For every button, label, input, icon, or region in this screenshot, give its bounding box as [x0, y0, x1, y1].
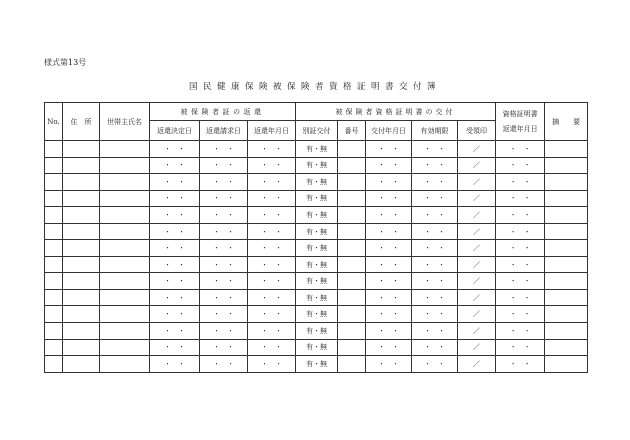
cell-cert-return-date: ・ ・	[496, 223, 545, 240]
cell-no	[45, 273, 63, 290]
cell-cert-number	[338, 289, 366, 306]
cell-return-decision-date: ・ ・	[150, 356, 200, 373]
col-householder: 世帯主氏名	[100, 103, 150, 141]
cell-issue-date: ・ ・	[366, 207, 412, 224]
cell-return-decision-date: ・ ・	[150, 157, 200, 174]
cell-return-request-date: ・ ・	[200, 339, 248, 356]
cell-return-date: ・ ・	[248, 157, 296, 174]
cell-expiry-date: ・ ・	[412, 157, 458, 174]
cell-no	[45, 141, 63, 158]
cell-separate-issue: 有・無	[296, 141, 338, 158]
cell-cert-return-date: ・ ・	[496, 207, 545, 224]
cell-householder	[100, 157, 150, 174]
cell-no	[45, 289, 63, 306]
cell-receipt-seal: ／	[458, 141, 496, 158]
cell-return-decision-date: ・ ・	[150, 207, 200, 224]
cell-return-date: ・ ・	[248, 223, 296, 240]
cell-return-request-date: ・ ・	[200, 289, 248, 306]
cell-separate-issue: 有・無	[296, 190, 338, 207]
col-remarks: 摘 要	[545, 103, 588, 141]
cell-cert-return-date: ・ ・	[496, 323, 545, 340]
cell-no	[45, 306, 63, 323]
cell-householder	[100, 174, 150, 191]
cell-expiry-date: ・ ・	[412, 174, 458, 191]
col-cert-return-line1: 資格証明書	[502, 110, 538, 118]
col-issue-date: 交付年月日	[366, 121, 412, 141]
cell-householder	[100, 323, 150, 340]
cell-return-decision-date: ・ ・	[150, 174, 200, 191]
cell-address	[63, 240, 100, 257]
cell-return-request-date: ・ ・	[200, 273, 248, 290]
cell-issue-date: ・ ・	[366, 240, 412, 257]
cell-receipt-seal: ／	[458, 174, 496, 191]
cell-no	[45, 207, 63, 224]
cell-householder	[100, 207, 150, 224]
cell-receipt-seal: ／	[458, 323, 496, 340]
cell-cert-number	[338, 190, 366, 207]
cell-return-date: ・ ・	[248, 190, 296, 207]
cell-return-date: ・ ・	[248, 207, 296, 224]
cell-cert-return-date: ・ ・	[496, 273, 545, 290]
cell-address	[63, 289, 100, 306]
table-row	[45, 240, 588, 257]
cell-remarks	[545, 339, 588, 356]
page-title: 国民健康保険被保険者資格証明書交付簿	[188, 82, 441, 92]
cell-return-decision-date: ・ ・	[150, 256, 200, 273]
cell-return-decision-date: ・ ・	[150, 323, 200, 340]
cell-receipt-seal: ／	[458, 306, 496, 323]
cell-remarks	[545, 256, 588, 273]
cell-expiry-date: ・ ・	[412, 240, 458, 257]
cell-expiry-date: ・ ・	[412, 356, 458, 373]
cell-return-date: ・ ・	[248, 174, 296, 191]
col-expiry-date: 有効期限	[412, 121, 458, 141]
cell-remarks	[545, 356, 588, 373]
cell-separate-issue: 有・無	[296, 323, 338, 340]
cell-expiry-date: ・ ・	[412, 273, 458, 290]
col-no: No.	[45, 103, 63, 141]
table-row	[45, 141, 588, 158]
cell-no	[45, 339, 63, 356]
cell-separate-issue: 有・無	[296, 289, 338, 306]
table-row	[45, 273, 588, 290]
cell-receipt-seal: ／	[458, 190, 496, 207]
cell-remarks	[545, 190, 588, 207]
table-row	[45, 323, 588, 340]
form-number: 様式第13号	[44, 58, 87, 67]
cell-separate-issue: 有・無	[296, 157, 338, 174]
cell-remarks	[545, 240, 588, 257]
cell-separate-issue: 有・無	[296, 256, 338, 273]
cell-householder	[100, 190, 150, 207]
cell-return-decision-date: ・ ・	[150, 289, 200, 306]
cell-receipt-seal: ／	[458, 289, 496, 306]
cell-cert-number	[338, 306, 366, 323]
table-row	[45, 190, 588, 207]
cell-expiry-date: ・ ・	[412, 207, 458, 224]
cell-return-date: ・ ・	[248, 339, 296, 356]
cell-issue-date: ・ ・	[366, 141, 412, 158]
cell-cert-number	[338, 223, 366, 240]
cell-cert-return-date: ・ ・	[496, 174, 545, 191]
col-address: 住 所	[63, 103, 100, 141]
cell-receipt-seal: ／	[458, 223, 496, 240]
cell-address	[63, 356, 100, 373]
cell-expiry-date: ・ ・	[412, 323, 458, 340]
cell-no	[45, 240, 63, 257]
cell-cert-return-date: ・ ・	[496, 157, 545, 174]
table-row	[45, 289, 588, 306]
cell-return-decision-date: ・ ・	[150, 273, 200, 290]
cell-separate-issue: 有・無	[296, 273, 338, 290]
cell-issue-date: ・ ・	[366, 306, 412, 323]
cell-address	[63, 207, 100, 224]
cell-no	[45, 223, 63, 240]
cell-receipt-seal: ／	[458, 273, 496, 290]
cell-return-date: ・ ・	[248, 256, 296, 273]
cell-return-date: ・ ・	[248, 306, 296, 323]
cell-expiry-date: ・ ・	[412, 256, 458, 273]
cell-no	[45, 323, 63, 340]
cell-no	[45, 256, 63, 273]
cell-return-request-date: ・ ・	[200, 174, 248, 191]
cell-receipt-seal: ／	[458, 356, 496, 373]
cell-separate-issue: 有・無	[296, 223, 338, 240]
cell-address	[63, 223, 100, 240]
cell-issue-date: ・ ・	[366, 190, 412, 207]
cell-cert-number	[338, 339, 366, 356]
cell-receipt-seal: ／	[458, 207, 496, 224]
cell-issue-date: ・ ・	[366, 289, 412, 306]
table-row	[45, 339, 588, 356]
cell-return-request-date: ・ ・	[200, 207, 248, 224]
col-receipt-seal: 受領印	[458, 121, 496, 141]
cell-separate-issue: 有・無	[296, 174, 338, 191]
cell-remarks	[545, 141, 588, 158]
cell-remarks	[545, 323, 588, 340]
cell-expiry-date: ・ ・	[412, 223, 458, 240]
cell-remarks	[545, 223, 588, 240]
cell-expiry-date: ・ ・	[412, 306, 458, 323]
cell-cert-number	[338, 356, 366, 373]
cell-return-decision-date: ・ ・	[150, 190, 200, 207]
cell-cert-number	[338, 256, 366, 273]
cell-cert-return-date: ・ ・	[496, 306, 545, 323]
cell-householder	[100, 273, 150, 290]
cell-return-decision-date: ・ ・	[150, 240, 200, 257]
cell-no	[45, 356, 63, 373]
cell-return-decision-date: ・ ・	[150, 141, 200, 158]
cell-householder	[100, 256, 150, 273]
cell-cert-number	[338, 141, 366, 158]
table-row	[45, 223, 588, 240]
ledger-table	[44, 102, 588, 373]
cell-address	[63, 157, 100, 174]
table-row	[45, 256, 588, 273]
cell-householder	[100, 306, 150, 323]
col-separate-issue: 別証交付	[296, 121, 338, 141]
cell-separate-issue: 有・無	[296, 339, 338, 356]
cell-separate-issue: 有・無	[296, 207, 338, 224]
cell-cert-return-date: ・ ・	[496, 190, 545, 207]
cell-expiry-date: ・ ・	[412, 141, 458, 158]
cell-cert-number	[338, 207, 366, 224]
cell-receipt-seal: ／	[458, 240, 496, 257]
table-row	[45, 157, 588, 174]
cell-remarks	[545, 157, 588, 174]
cell-issue-date: ・ ・	[366, 157, 412, 174]
cell-address	[63, 174, 100, 191]
cell-return-request-date: ・ ・	[200, 323, 248, 340]
cell-remarks	[545, 289, 588, 306]
cell-issue-date: ・ ・	[366, 174, 412, 191]
cell-issue-date: ・ ・	[366, 339, 412, 356]
cell-issue-date: ・ ・	[366, 356, 412, 373]
cell-return-decision-date: ・ ・	[150, 339, 200, 356]
cell-return-date: ・ ・	[248, 323, 296, 340]
cell-return-date: ・ ・	[248, 240, 296, 257]
cell-no	[45, 190, 63, 207]
cell-cert-number	[338, 174, 366, 191]
cell-householder	[100, 339, 150, 356]
col-cert-return	[496, 103, 545, 141]
cell-cert-number	[338, 240, 366, 257]
cell-separate-issue: 有・無	[296, 356, 338, 373]
cell-address	[63, 190, 100, 207]
cell-cert-return-date: ・ ・	[496, 289, 545, 306]
cell-remarks	[545, 174, 588, 191]
cell-cert-return-date: ・ ・	[496, 256, 545, 273]
cell-cert-number	[338, 323, 366, 340]
group-card-return: 被保険者証の返還	[150, 103, 296, 121]
cell-return-request-date: ・ ・	[200, 256, 248, 273]
cell-expiry-date: ・ ・	[412, 339, 458, 356]
cell-address	[63, 306, 100, 323]
cell-expiry-date: ・ ・	[412, 289, 458, 306]
cell-householder	[100, 223, 150, 240]
cell-householder	[100, 289, 150, 306]
cell-address	[63, 339, 100, 356]
cell-return-request-date: ・ ・	[200, 240, 248, 257]
cell-issue-date: ・ ・	[366, 256, 412, 273]
table-row	[45, 306, 588, 323]
cell-receipt-seal: ／	[458, 339, 496, 356]
cell-address	[63, 256, 100, 273]
cell-cert-number	[338, 157, 366, 174]
cell-return-date: ・ ・	[248, 289, 296, 306]
cell-return-request-date: ・ ・	[200, 306, 248, 323]
cell-remarks	[545, 273, 588, 290]
cell-separate-issue: 有・無	[296, 240, 338, 257]
cell-return-request-date: ・ ・	[200, 190, 248, 207]
table-row	[45, 174, 588, 191]
cell-remarks	[545, 207, 588, 224]
cell-return-request-date: ・ ・	[200, 157, 248, 174]
cell-cert-return-date: ・ ・	[496, 240, 545, 257]
col-cert-return-line2: 返還年月日	[502, 125, 538, 133]
cell-issue-date: ・ ・	[366, 323, 412, 340]
group-cert-issue: 被保険者資格証明書の交付	[296, 103, 496, 121]
cell-return-decision-date: ・ ・	[150, 223, 200, 240]
cell-cert-return-date: ・ ・	[496, 141, 545, 158]
cell-householder	[100, 240, 150, 257]
cell-householder	[100, 141, 150, 158]
cell-cert-number	[338, 273, 366, 290]
cell-remarks	[545, 306, 588, 323]
cell-return-date: ・ ・	[248, 141, 296, 158]
cell-return-date: ・ ・	[248, 356, 296, 373]
cell-return-request-date: ・ ・	[200, 356, 248, 373]
cell-return-date: ・ ・	[248, 273, 296, 290]
cell-issue-date: ・ ・	[366, 273, 412, 290]
cell-return-decision-date: ・ ・	[150, 306, 200, 323]
cell-separate-issue: 有・無	[296, 306, 338, 323]
cell-cert-return-date: ・ ・	[496, 356, 545, 373]
cell-cert-return-date: ・ ・	[496, 339, 545, 356]
cell-receipt-seal: ／	[458, 157, 496, 174]
cell-no	[45, 157, 63, 174]
table-row	[45, 207, 588, 224]
cell-receipt-seal: ／	[458, 256, 496, 273]
cell-return-request-date: ・ ・	[200, 141, 248, 158]
cell-no	[45, 174, 63, 191]
col-cert-number: 番号	[338, 121, 366, 141]
cell-address	[63, 273, 100, 290]
cell-address	[63, 323, 100, 340]
col-return-decision-date: 返還決定日	[150, 121, 200, 141]
cell-address	[63, 141, 100, 158]
col-return-request-date: 返還請求日	[200, 121, 248, 141]
table-row	[45, 356, 588, 373]
cell-issue-date: ・ ・	[366, 223, 412, 240]
col-return-date: 返還年月日	[248, 121, 296, 141]
cell-expiry-date: ・ ・	[412, 190, 458, 207]
cell-householder	[100, 356, 150, 373]
cell-return-request-date: ・ ・	[200, 223, 248, 240]
